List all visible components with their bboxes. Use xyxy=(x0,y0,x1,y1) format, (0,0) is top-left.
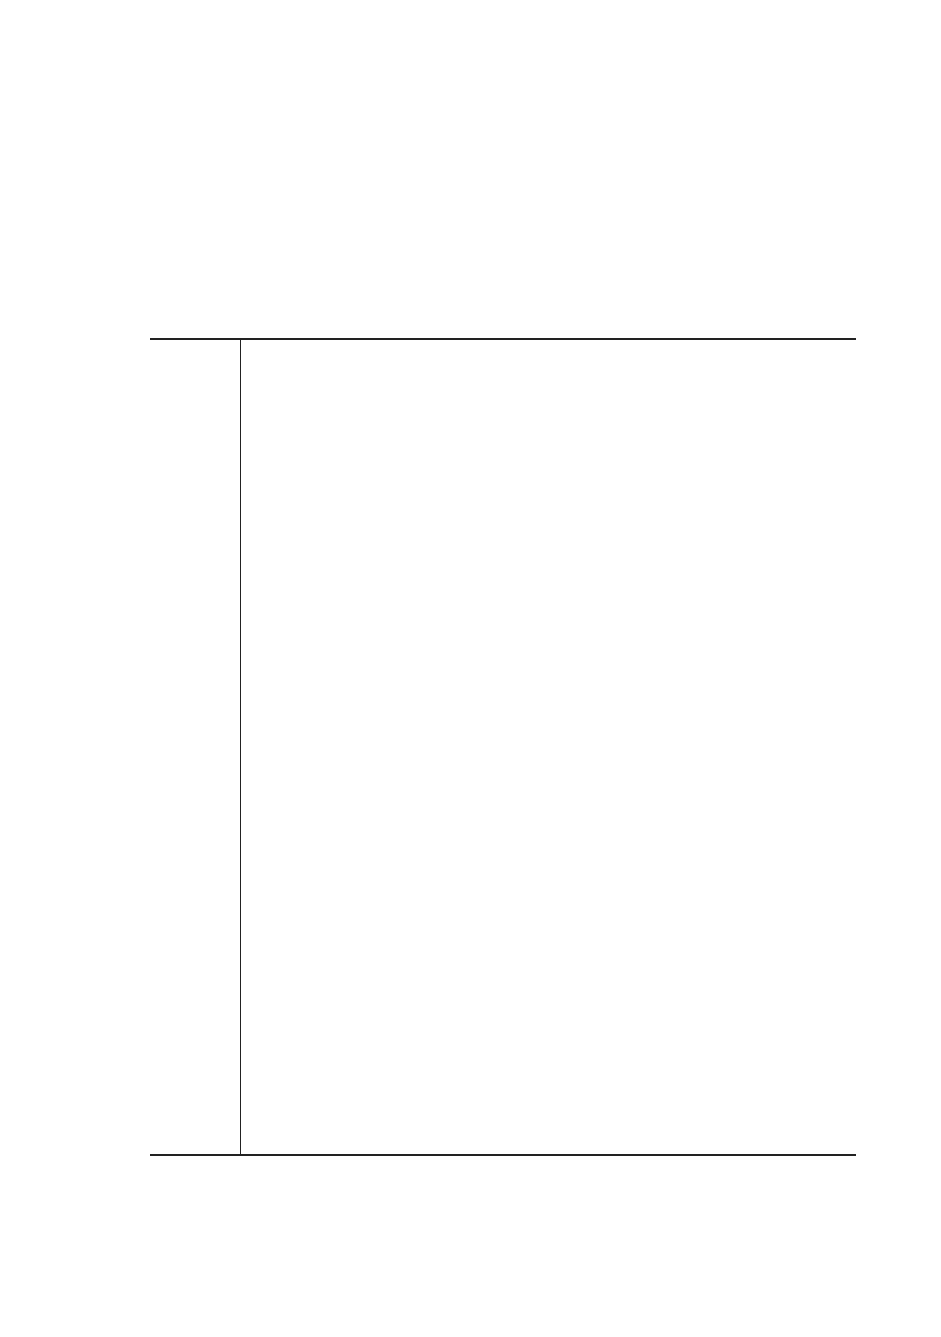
rotated-table-page xyxy=(58,50,858,1260)
right-column-rule xyxy=(150,338,856,340)
column-header-rule xyxy=(240,340,241,1156)
left-column-rule xyxy=(150,1154,856,1156)
